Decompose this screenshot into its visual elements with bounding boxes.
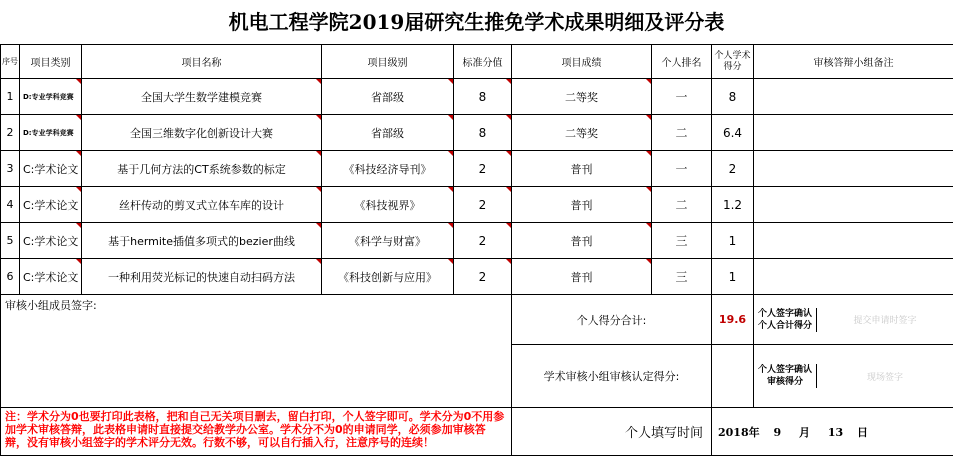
table-row (1, 79, 953, 115)
cell-rank[interactable]: 一 (652, 151, 712, 187)
date-day-unit: 日 (856, 425, 868, 439)
cell-category[interactable]: C:学术论文 (20, 151, 82, 187)
cell-score[interactable]: 1.2 (712, 187, 754, 223)
cell-rank[interactable]: 二 (652, 115, 712, 151)
cell-level[interactable]: 《科学与财富》 (322, 223, 454, 259)
personal-total-label: 个人得分合计: (512, 295, 712, 345)
cell-category[interactable]: C:学术论文 (20, 259, 82, 295)
cell-seq[interactable]: 3 (1, 151, 20, 187)
header-seq: 序号 (1, 45, 20, 79)
date-month-unit: 月 (798, 425, 810, 439)
date-day: 13 (827, 425, 844, 439)
sheet-title: 机电工程学院2019届研究生推免学术成果明细及评分表 (228, 10, 725, 34)
date-year: 2018年 (718, 425, 760, 439)
date-month: 9 (773, 425, 782, 439)
cell-name[interactable]: 全国大学生数学建模竞赛 (82, 79, 322, 115)
table-row (1, 223, 953, 259)
sign-confirm-review-label: 个人签字确认审核得分 (754, 364, 817, 388)
cell-level[interactable]: 《科技视界》 (322, 187, 454, 223)
cell-remark[interactable] (754, 223, 953, 259)
table-row (1, 187, 953, 223)
cell-level[interactable]: 《科技创新与应用》 (322, 259, 454, 295)
cell-result[interactable]: 普刊 (512, 151, 652, 187)
cell-category[interactable]: C:学术论文 (20, 187, 82, 223)
table-row (1, 115, 953, 151)
cell-standard[interactable]: 8 (454, 79, 512, 115)
cell-remark[interactable] (754, 79, 953, 115)
cell-result[interactable]: 普刊 (512, 223, 652, 259)
cell-rank[interactable]: 二 (652, 187, 712, 223)
cell-remark[interactable] (754, 187, 953, 223)
cell-level[interactable]: 省部级 (322, 79, 454, 115)
cell-level[interactable]: 省部级 (322, 115, 454, 151)
cell-score[interactable]: 1 (712, 259, 754, 295)
cell-seq[interactable]: 5 (1, 223, 20, 259)
cell-name[interactable]: 基于几何方法的CT系统参数的标定 (82, 151, 322, 187)
cell-rank[interactable]: 三 (652, 259, 712, 295)
header-remark: 审核答辩小组备注 (754, 45, 953, 79)
submit-sign-hint: 提交申请时签字 (853, 316, 917, 326)
personal-sign-cell[interactable] (754, 295, 953, 345)
cell-seq[interactable]: 4 (1, 187, 20, 223)
table-row (1, 151, 953, 187)
header-category: 项目类别 (20, 45, 82, 79)
note-row (1, 408, 953, 456)
cell-result[interactable]: 普刊 (512, 187, 652, 223)
cell-category[interactable]: C:学术论文 (20, 223, 82, 259)
cell-remark[interactable] (754, 259, 953, 295)
cell-seq[interactable]: 2 (1, 115, 20, 151)
cell-standard[interactable]: 8 (454, 115, 512, 151)
header-result: 项目成绩 (512, 45, 652, 79)
personal-total-value[interactable]: 19.6 (712, 295, 754, 345)
fill-time-label: 个人填写时间 (512, 408, 712, 456)
table-row (1, 259, 953, 295)
cell-name[interactable]: 全国三维数字化创新设计大赛 (82, 115, 322, 151)
review-sign-cell[interactable] (754, 345, 953, 408)
cell-score[interactable]: 8 (712, 79, 754, 115)
cell-standard[interactable]: 2 (454, 187, 512, 223)
cell-standard[interactable]: 2 (454, 259, 512, 295)
cell-score[interactable]: 2 (712, 151, 754, 187)
cell-score[interactable]: 1 (712, 223, 754, 259)
review-score-value[interactable] (712, 345, 754, 408)
cell-category[interactable]: D:专业学科竞赛 (20, 115, 82, 151)
cell-result[interactable]: 普刊 (512, 259, 652, 295)
onsite-sign-hint: 现场签字 (866, 372, 903, 383)
fill-date[interactable] (712, 408, 953, 456)
review-members-signature-area[interactable]: 审核小组成员签字: (1, 295, 512, 408)
notice-text: 注：学术分为0也要打印此表格，把和自己无关项目删去，留白打印，个人签字即可。学术分为0不用参加学术审核答辩，此表格申请时直接提交给教学办公室。学术分不为0的申请同学，必须参加审核答辩，没有审核小组签字的学术评分无效。行数不够，可以自行插入行，注意序号的连续！ (1, 408, 512, 456)
cell-standard[interactable]: 2 (454, 223, 512, 259)
score-table (0, 44, 953, 456)
sign-confirm-total-label: 个人签字确认个人合计得分 (754, 308, 817, 332)
cell-rank[interactable]: 一 (652, 79, 712, 115)
header-standard: 标准分值 (454, 45, 512, 79)
header-score: 个人学术得分 (712, 45, 754, 79)
cell-score[interactable]: 6.4 (712, 115, 754, 151)
cell-rank[interactable]: 三 (652, 223, 712, 259)
cell-result[interactable]: 二等奖 (512, 115, 652, 151)
cell-result[interactable]: 二等奖 (512, 79, 652, 115)
cell-remark[interactable] (754, 115, 953, 151)
cell-standard[interactable]: 2 (454, 151, 512, 187)
review-score-label: 学术审核小组审核认定得分: (512, 345, 712, 408)
cell-name[interactable]: 丝杆传动的剪叉式立体车库的设计 (82, 187, 322, 223)
header-name: 项目名称 (82, 45, 322, 79)
header-rank: 个人排名 (652, 45, 712, 79)
table-header-row (1, 45, 953, 79)
cell-name[interactable]: 一种利用荧光标记的快速自动扫码方法 (82, 259, 322, 295)
cell-category[interactable]: D:专业学科竞赛 (20, 79, 82, 115)
total-row (1, 295, 953, 345)
cell-remark[interactable] (754, 151, 953, 187)
cell-name[interactable]: 基于hermite插值多项式的bezier曲线 (82, 223, 322, 259)
cell-seq[interactable]: 6 (1, 259, 20, 295)
cell-seq[interactable]: 1 (1, 79, 20, 115)
cell-level[interactable]: 《科技经济导刊》 (322, 151, 454, 187)
header-level: 项目级别 (322, 45, 454, 79)
